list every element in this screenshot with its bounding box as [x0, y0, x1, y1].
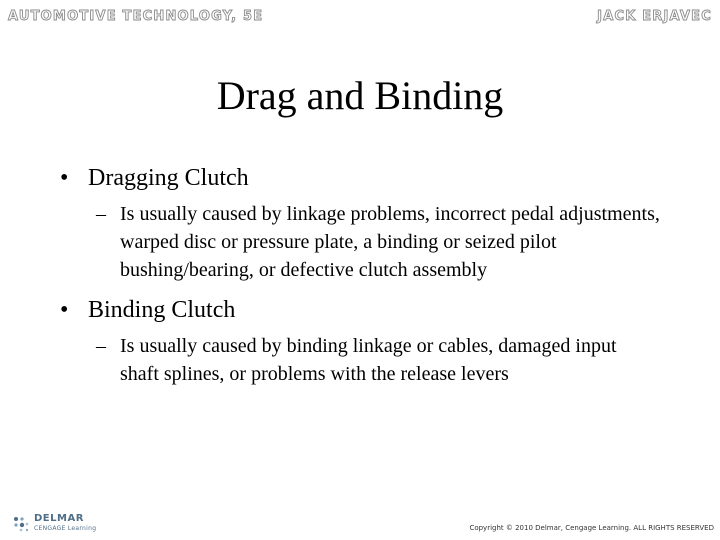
sub-bullet-item [0, 332, 660, 388]
slide-title: Drag and Binding [216, 73, 504, 118]
sub-bullet-marker: – [96, 335, 106, 357]
bullet-marker: • [60, 165, 69, 191]
sub-bullet-text: Is usually caused by linkage problems, incorrect pedal adjustments, warped disc or pressure plate, a binding or seized pilot bushing/bearing, or defective clutch assembly [120, 203, 660, 281]
book-title-header: AUTOMOTIVE TECHNOLOGY, 5E [8, 9, 264, 24]
sub-bullet-item [0, 200, 660, 284]
logo-sub-text: CENGAGE Learning [34, 525, 97, 532]
bullet-item [0, 294, 720, 326]
bullet-marker: • [60, 297, 69, 323]
publisher-logo [12, 514, 96, 534]
slide-content [0, 162, 720, 388]
logo-brand-text: DELMAR [34, 513, 84, 524]
bullet-item [0, 162, 720, 194]
bullet-text: Binding Clutch [88, 297, 236, 323]
bullet-text: Dragging Clutch [88, 165, 249, 191]
sub-bullet-text: Is usually caused by binding linkage or cables, damaged input shaft splines, or problems with the release levers [120, 335, 617, 385]
delmar-logo-icon [12, 515, 30, 533]
copyright-notice: Copyright © 2010 Delmar, Cengage Learning. ALL RIGHTS RESERVED [469, 524, 714, 532]
sub-bullet-marker: – [96, 203, 106, 225]
author-header: JACK ERJAVEC [597, 9, 712, 24]
